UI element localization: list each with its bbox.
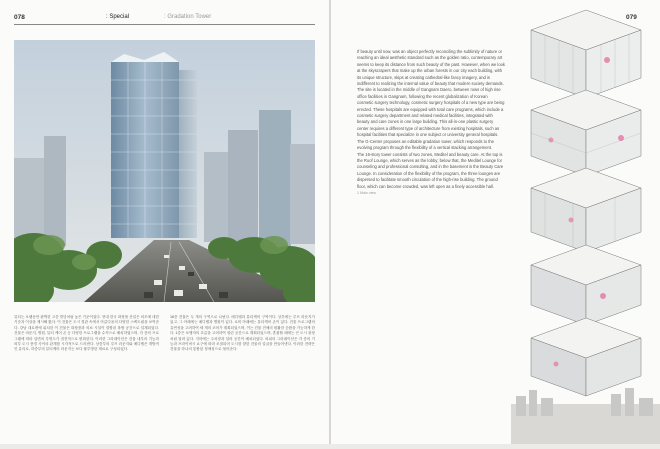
main-photo	[14, 40, 315, 302]
korean-paragraph-1: 뷰티는 오랫동안 완벽한 고층 빌딩처럼 높은 기준이었다. 현대 한국 화장품 산업은 외모에 대한 기준과 이상을 제시해 왔다. 이 건물은 도시 경관 속에서 아름다움의 다양한 스펙트럼을 보여준다. 강남 대로변에 위치한 이 건물은 화장품과 의료 시설이 결합된 복합 공간으로 설계되었다. 건물은 라운지, 병원, 뷰티 케어 존 등 다양한 프로그램을 수직으로 배치하였으며, 각 층의 프로그램에 따라 입면의 투명도가 점진적으로 변화한다. 이러한 그라데이션은 건물 내부의 기능과 외부 도시 풍경 사이의 관계를 시각적으로 드러낸다. 상층부의 루프 라운지와 메디텔은 개방적인 유리로, 하층부의 뷰티케어 라운지는 보다 불투명한 재료로 구성되었다.	[14, 315, 159, 352]
subsection-label: : Gradation Tower	[164, 14, 212, 20]
floor-block-3	[531, 168, 641, 252]
axonometric-diagram-stack	[511, 0, 660, 444]
english-text-column	[357, 49, 505, 196]
right-page-number: 079	[626, 14, 637, 21]
korean-text-column-2	[170, 315, 315, 353]
left-page	[0, 0, 329, 444]
section-label: : Special	[106, 14, 130, 20]
photo-caption: 1 Main view	[357, 190, 376, 195]
floor-block-1	[531, 10, 641, 98]
english-paragraph-3: The 16-story tower consists of two zones, Meditel and beauty care. At the top is the Roof Lounge, which serves as the lobby; below that, the Meditel Lounge for counseling and professional consulting, and in the basement is the Beauty Care Lounge. In consideration of the flexibility of the program, the three lounges are dispersed to facilitate smooth circulation of the high-rise building. The ground floor, which can become crowded, was left open as a finely accessible hall.	[357, 151, 504, 189]
exploded-axonometric-illustration	[511, 0, 660, 444]
city-base	[511, 388, 660, 444]
header-rule	[14, 24, 315, 25]
floor-block-4	[531, 245, 641, 325]
korean-paragraph-2: 16층 건물은 두 개의 구역으로 나뉜다. 메디텔과 뷰티케어 구역이다. 상부에는 루프 라운지가 있고, 그 아래에는 메디텔과 병원이 있다. 로비 아래에는 뷰티케어 존이 있다. 건물 프로그램의 유연성을 고려하여 세 개의 코어가 계획되었으며, 이는 건물 전체의 원활한 순환을 가능하게 한다. 1층은 보행자의 흐름을 고려하여 열린 공간으로 계획되었으며, 혼잡할 때에는 큰 도시 광장처럼 열려 있다. 지하에는 주차장과 설비 공간이 배치되었다. 외피의 그라데이션은 각 층의 기능과 프라이버시 요구에 따라 조절되어 도시를 향한 건물의 얼굴을 만들어낸다. 이러한 전략은 건물을 하나의 통합된 정체성으로 묶어준다.	[170, 315, 315, 352]
floor-block-5	[531, 318, 641, 396]
header-left	[14, 14, 25, 21]
left-page-number: 078	[14, 14, 25, 21]
english-paragraph-1: If beauty until now, was an object perfectly reconciling the sublimity of nature or reaching an ideal aesthetic standard such as the golden ratio, contemporary art seems to keep its distance from such beauty of the past. However, when we look at the skyscrapers that make up the urban forests in our city each building, with its unique structure, skips at creating cathedral-like fancy imagery, and is indifferent to realizing the internal value of beauty that modern society demands.	[357, 49, 505, 87]
floor-block-2	[531, 90, 641, 176]
tower-photo-illustration	[14, 40, 315, 302]
english-paragraph-2: The site is located in the middle of Gangnam Daero, between rows of high rise office facilities in Gangnam, following the recent globalization of Korean cosmetic surgery technology, cosmetic surgery hospitals of a new type are being erected. These hospitals are equipped with total care programs, which include a cosmetic surgery department and related medical facilities, integrated with beauty and care zones in one large building. This all-in-one plastic surgery center requires a different type of architecture from existing hospitals, such as hospital facilities that specialize in one subject or university general hospitals. The G-Center proposes an editable gradation tower, which responds to the evolving program through the flexibility of a vertical stacking arrangement.	[357, 87, 505, 151]
korean-text-column-1	[14, 315, 159, 353]
